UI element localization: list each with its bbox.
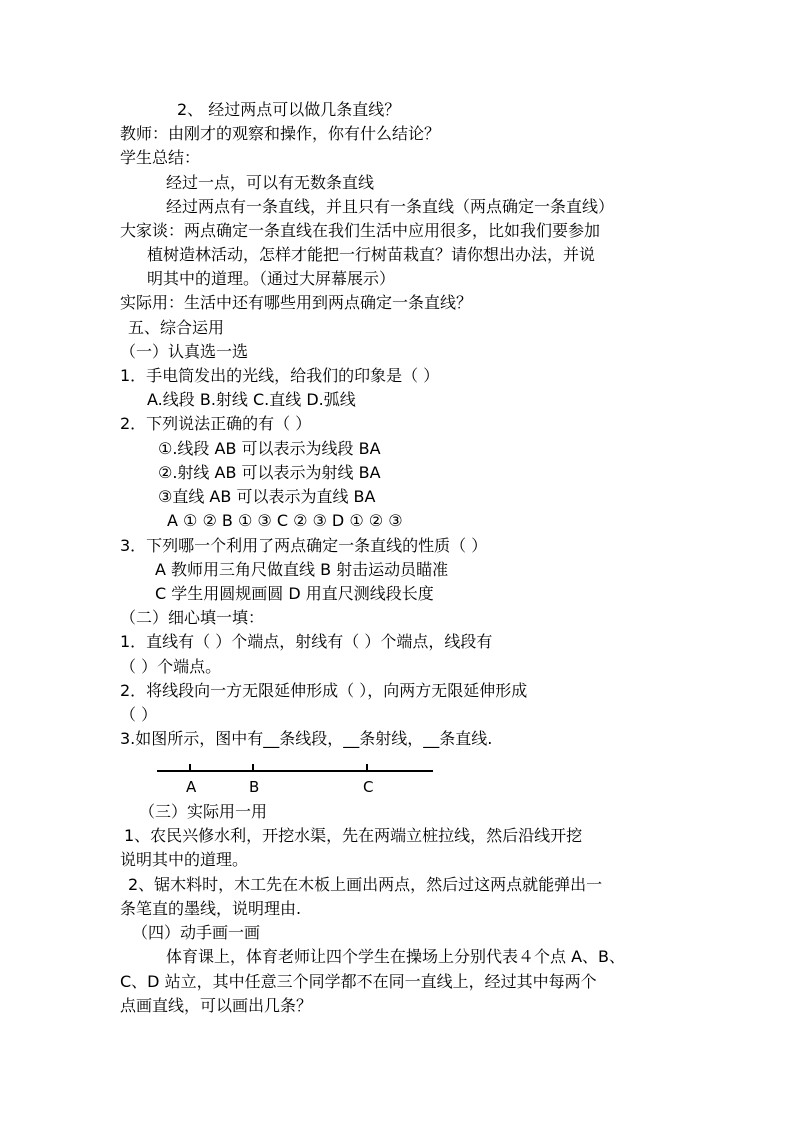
text-line: 经过两点有一条直线，并且只有一条直线（两点确定一条直线）: [166, 197, 615, 216]
text-line: ①.线段 AB 可以表示为线段 BA: [158, 439, 381, 458]
text-line: 2．将线段向一方无限延伸形成（ ），向两方无限延伸形成: [120, 681, 528, 700]
text-line: 3．下列哪一个利用了两点确定一条直线的性质（ ）: [120, 536, 488, 555]
label-a: A: [186, 778, 197, 796]
text-line: （ ）: [120, 705, 158, 724]
label-c: C: [363, 778, 374, 796]
line-figure: [150, 758, 440, 798]
text-line: ②.射线 AB 可以表示为射线 BA: [158, 463, 381, 482]
text-line: 1、农民兴修水利，开挖水渠，先在两端立桩拉线，然后沿线开挖: [124, 826, 583, 845]
text-line: 体育课上，体育老师让四个学生在操场上分别代表４个点 A、B、: [166, 947, 626, 966]
text-line: 明其中的道理。（通过大屏幕展示）: [147, 269, 396, 288]
text-line: 3.如图所示，图中有__条线段，__条射线，__条直线.: [120, 729, 493, 748]
text-line: 2、 经过两点可以做几条直线？: [177, 100, 401, 119]
text-line: 大家谈：两点确定一条直线在我们生活中应用很多，比如我们要参加: [120, 221, 601, 240]
text-line: （二）细心填一填：: [120, 608, 265, 627]
text-line: 说明其中的道理。: [120, 850, 249, 869]
text-line: 1．手电筒发出的光线，给我们的印象是（ ）: [120, 366, 440, 385]
text-line: （ ）个端点。: [120, 657, 222, 676]
text-line: A ① ② B ① ③ C ② ③ D ① ② ③: [167, 511, 403, 530]
label-b: B: [249, 778, 260, 796]
text-line: A.线段 B.射线 C.直线 D.弧线: [147, 390, 356, 409]
text-line: 教师：由刚才的观察和操作，你有什么结论？: [120, 124, 441, 143]
text-line: 2．下列说法正确的有（ ）: [120, 414, 312, 433]
line-figure-svg: [150, 758, 440, 798]
text-line: A 教师用三角尺做直线 B 射击运动员瞄准: [155, 560, 449, 579]
text-line: 2、锯木料时，木工先在木板上画出两点，然后过这两点就能弹出一: [128, 875, 603, 894]
text-line: 植树造林活动，怎样才能把一行树苗栽直？请你想出办法，并说: [147, 245, 596, 264]
text-line: 条笔直的墨线，说明理由.: [120, 899, 302, 918]
text-line: 点画直线，可以画出几条？: [120, 996, 313, 1015]
text-line: 经过一点，可以有无数条直线: [166, 173, 375, 192]
text-line: C、D 站立，其中任意三个同学都不在同一直线上，经过其中每两个: [120, 972, 597, 991]
text-line: （一）认真选一选: [120, 342, 249, 361]
text-line: 1．直线有（ ）个端点，射线有（ ）个端点，线段有: [120, 632, 493, 651]
text-line: （三）实际用一用: [139, 802, 268, 821]
text-line: 五、综合运用: [128, 318, 225, 337]
text-line: ③直线 AB 可以表示为直线 BA: [158, 487, 376, 506]
text-line: 实际用：生活中还有哪些用到两点确定一条直线？: [120, 293, 473, 312]
text-line: C 学生用圆规画圆 D 用直尺测线段长度: [155, 584, 434, 603]
text-line: 学生总结：: [120, 148, 201, 167]
text-line: （四）动手画一画: [132, 923, 261, 942]
